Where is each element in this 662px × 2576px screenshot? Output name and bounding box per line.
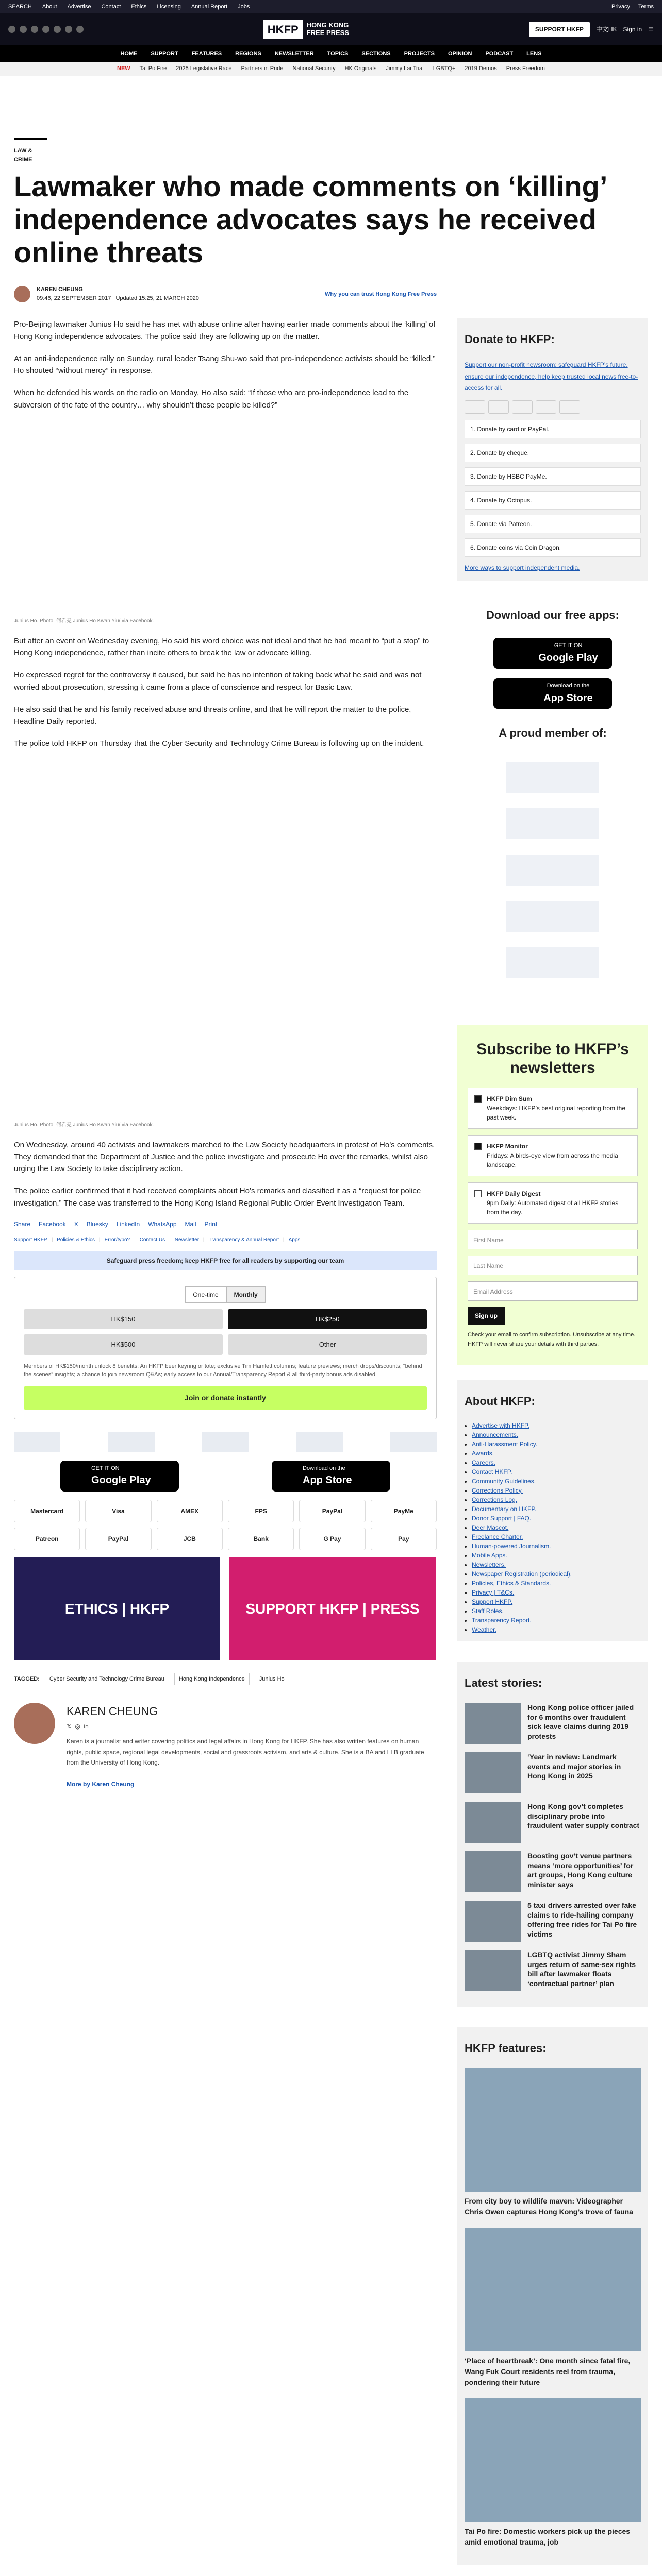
feature-image[interactable] — [465, 2068, 641, 2192]
trending-item[interactable]: 2019 Demos — [465, 65, 497, 72]
x-icon[interactable] — [20, 26, 27, 33]
policy-link[interactable]: Support HKFP — [14, 1236, 47, 1243]
nav-item[interactable]: HOME — [120, 50, 138, 57]
share-print[interactable]: Print — [204, 1220, 218, 1228]
policy-link[interactable]: Policies & Ethics — [57, 1236, 95, 1243]
about-link[interactable]: Staff Roles. — [472, 1607, 504, 1615]
policy-link[interactable]: Contact Us — [139, 1236, 166, 1243]
about-link[interactable]: Corrections Log. — [472, 1496, 518, 1503]
more-ways-link[interactable]: More ways to support independent media. — [465, 564, 580, 571]
story-item[interactable]: Hong Kong gov’t completes disciplinary probe into fraudulent water supply contract — [465, 1802, 641, 1843]
policy-link[interactable]: Newsletter — [174, 1236, 200, 1243]
donate-box — [457, 318, 648, 581]
latest-stories — [457, 1662, 648, 2007]
category-label[interactable]: LAW & CRIME — [14, 138, 47, 164]
paragraph: The police told HKFP on Thursday that the Cyber Security and Technology Crime Bureau is following up on the incident. — [14, 739, 424, 749]
newsletter-option[interactable]: HKFP Daily Digest 9pm Daily: Automated digest of all HKFP stories from the day. — [468, 1182, 638, 1224]
about-link[interactable]: Donor Support | FAQ. — [472, 1514, 532, 1522]
one-time-toggle[interactable]: One-time — [185, 1286, 226, 1303]
facebook-icon[interactable] — [8, 26, 15, 33]
nav-item[interactable]: SUPPORT — [151, 50, 178, 57]
author-bio: Karen is a journalist and writer covering politics and legal affairs in Hong Kong for HKFP. She has also written features on human rights, public space, regional legal developments, social and grassroots activism, and arts & culture. She is a BA and LLB graduate from the University of Hong Kong. — [67, 1738, 424, 1767]
amount-option[interactable]: HK$250 — [228, 1309, 427, 1330]
about-link[interactable]: Contact HKFP. — [472, 1468, 512, 1476]
story-thumbnail[interactable] — [465, 1901, 521, 1942]
story-item[interactable]: LGBTQ activist Jimmy Sham urges return of same-sex rights bill after lawmaker floats ‘contractual partner’ plan — [465, 1950, 641, 1991]
author-social-icons — [67, 1722, 437, 1731]
signin-link[interactable]: Sign in — [623, 26, 642, 33]
amex-icon — [512, 400, 533, 414]
byline — [14, 280, 437, 308]
apps-title: Download our free apps: — [486, 608, 619, 622]
trust-project-logo[interactable] — [506, 762, 599, 793]
paragraph: When he defended his words on the radio on Monday, Ho also said: “If those who are pro-independence lead to the subversion of the fate of the country… why shouldn’t these people be killed?” — [14, 388, 409, 410]
email-input[interactable]: Email Address — [468, 1281, 638, 1301]
trending-bar — [0, 62, 662, 76]
about-list — [465, 1421, 641, 1634]
about-link[interactable]: Community Guidelines. — [472, 1477, 536, 1485]
trending-item[interactable]: HK Originals — [344, 65, 377, 72]
checkbox[interactable] — [474, 1143, 482, 1150]
policy-link[interactable]: Apps — [288, 1236, 301, 1243]
search-link[interactable]: SEARCH — [8, 3, 32, 10]
updated-date: Updated 15:25, 21 MARCH 2020 — [115, 295, 199, 301]
signup-button[interactable]: Sign up — [468, 1307, 505, 1325]
payment-icon[interactable]: PayMe — [371, 1500, 437, 1522]
google-play-button[interactable]: GET IT ON Google Play — [60, 1461, 179, 1492]
fps-icon — [559, 400, 580, 414]
share-linkedin[interactable]: LinkedIn — [116, 1220, 140, 1228]
about-link[interactable]: Announcements. — [472, 1431, 519, 1438]
about-link[interactable]: Freelance Charter. — [472, 1533, 523, 1540]
feature-item[interactable]: ‘Place of heartbreak’: One month since fatal fire, Wang Fuk Court residents reel from trauma, pondering their future — [465, 2228, 641, 2388]
support-banner[interactable]: Safeguard press freedom; keep HKFP free for all readers by supporting our team — [14, 1251, 437, 1270]
about-link[interactable]: Mobile Apps. — [472, 1551, 507, 1559]
subscribe-note: Check your email to confirm subscription. Unsubscribe at any time. HKFP will never share your details with third parties. — [468, 1332, 636, 1348]
telegram-icon[interactable] — [76, 26, 84, 33]
about-link[interactable]: Corrections Policy. — [472, 1486, 523, 1494]
story-item[interactable]: Hong Kong police officer jailed for 6 months over fraudulent sick leave claims during 2019 protests — [465, 1703, 641, 1744]
article-title: Lawmaker who made comments on ‘killing’ independence advocates says he received online threats — [14, 170, 606, 268]
trending-item[interactable]: LGBTQ+ — [433, 65, 456, 72]
about-link[interactable]: Anti-Harassment Policy. — [472, 1440, 538, 1448]
menu-icon[interactable]: ☰ — [648, 26, 654, 33]
jobs-link[interactable]: Jobs — [238, 3, 250, 10]
instagram-icon[interactable]: ◎ — [75, 1723, 80, 1731]
society-publishers-logo[interactable] — [506, 855, 599, 886]
checkbox[interactable] — [474, 1190, 482, 1197]
payment-icon[interactable]: G Pay — [299, 1528, 365, 1550]
payment-icon[interactable]: PayPal — [85, 1528, 151, 1550]
promo-banners — [14, 1557, 437, 1660]
about-link[interactable]: Careers. — [472, 1459, 496, 1466]
features-title: HKFP features: — [465, 2041, 547, 2055]
publish-date: 09:46, 22 SEPTEMBER 2017 — [37, 295, 111, 301]
society-publishers-logo[interactable] — [202, 1432, 249, 1452]
image-caption: Junius Ho. Photo: 何君堯 Junius Ho Kwan Yiu/ via Facebook. — [14, 618, 154, 624]
tag[interactable]: Cyber Security and Technology Crime Bureau — [45, 1673, 169, 1686]
author-name[interactable]: KAREN CHEUNG — [37, 286, 83, 293]
app-buttons — [14, 1461, 437, 1492]
payment-cards — [465, 400, 641, 414]
amount-option[interactable]: HK$150 — [24, 1309, 223, 1330]
features-box — [457, 2027, 648, 2565]
x-icon[interactable]: 𝕏 — [67, 1723, 72, 1731]
advertise-link[interactable]: Advertise — [67, 3, 91, 10]
linkedin-icon[interactable]: in — [84, 1723, 89, 1731]
article-body — [14, 318, 437, 2576]
sidebar — [457, 318, 648, 2576]
feature-image[interactable] — [465, 2398, 641, 2522]
jti-logo[interactable] — [108, 1432, 155, 1452]
site-header — [0, 13, 662, 45]
linkedin-icon[interactable] — [65, 26, 72, 33]
image-placeholder — [14, 421, 437, 617]
social-icons — [8, 26, 84, 33]
policy-links: Support HKFP | Policies & Ethics | Error/typo? | Contact Us | Newsletter | Transparency & Annual Report | Apps — [14, 1236, 301, 1243]
nav-item[interactable]: TOPICS — [327, 50, 349, 57]
share-bluesky[interactable]: Bluesky — [86, 1220, 108, 1228]
app-store-button[interactable]: Download on the App Store — [493, 678, 612, 709]
about-link[interactable]: Human-powered Journalism. — [472, 1542, 551, 1550]
tag[interactable]: Hong Kong Independence — [174, 1673, 250, 1686]
donate-step[interactable]: 2. Donate by cheque. — [465, 444, 641, 462]
oxfam-logo[interactable] — [506, 947, 599, 978]
ethics-banner[interactable]: ETHICS | HKFP — [14, 1557, 220, 1660]
licensing-link[interactable]: Licensing — [157, 3, 181, 10]
trending-item[interactable]: National Security — [292, 65, 336, 72]
article-container — [14, 138, 648, 2576]
nav-item[interactable]: REGIONS — [235, 50, 261, 57]
share-mail[interactable]: Mail — [185, 1220, 196, 1228]
about-link[interactable]: Advertise with HKFP. — [472, 1421, 529, 1429]
about-box — [457, 1380, 648, 1641]
about-link[interactable]: Awards. — [472, 1449, 494, 1457]
payment-icon[interactable]: PayPal — [299, 1500, 365, 1522]
policy-link[interactable]: Error/typo? — [104, 1236, 130, 1243]
story-thumbnail[interactable] — [465, 1703, 521, 1744]
payment-icon[interactable]: Visa — [85, 1500, 151, 1522]
trending-label: NEW — [117, 65, 130, 72]
paragraph: At an anti-independence rally on Sunday, rural leader Tsang Shu-wo said that pro-independence activists should be “killed.” Ho shouted “without mercy” in response. — [14, 354, 436, 376]
language-toggle[interactable]: 中文HK — [595, 26, 617, 33]
donate-step[interactable]: 4. Donate by Octopus. — [465, 491, 641, 510]
donate-step[interactable]: 5. Donate via Patreon. — [465, 515, 641, 533]
payment-icon[interactable]: JCB — [157, 1528, 223, 1550]
more-by-author[interactable]: More by Karen Cheung — [67, 1780, 135, 1788]
trust-link[interactable]: Why you can trust Hong Kong Free Press — [325, 291, 437, 297]
story-thumbnail[interactable] — [465, 1752, 521, 1793]
story-thumbnail[interactable] — [465, 1802, 521, 1843]
share-x[interactable]: X — [74, 1220, 78, 1228]
donate-step[interactable]: 3. Donate by HSBC PayMe. — [465, 467, 641, 486]
mastercard-icon — [465, 400, 485, 414]
payment-icon[interactable]: Patreon — [14, 1528, 80, 1550]
nav-item[interactable]: FEATURES — [191, 50, 222, 57]
payment-icon[interactable]: Mastercard — [14, 1500, 80, 1522]
instagram-icon[interactable] — [31, 26, 38, 33]
trending-item[interactable]: Press Freedom — [506, 65, 545, 72]
paragraph: Ho expressed regret for the controversy it caused, but said he has no intention of taking back what he said and was not worried about prosecution, stressing it came from a place of conscience and respect for Basic Law. — [14, 671, 422, 692]
share-whatsapp[interactable]: WhatsApp — [148, 1220, 177, 1228]
ipi-logo[interactable] — [296, 1432, 343, 1452]
image-caption: Junius Ho. Photo: 何君堯 Junius Ho Kwan Yiu/ via Facebook. — [14, 1122, 154, 1128]
paragraph: But after an event on Wednesday evening, Ho said his word choice was not ideal and that he had meant to “put a stop” to Hong Kong independence, rather than incite others to break the law or advocate killing. — [14, 636, 429, 658]
tags-label: TAGGED: — [14, 1675, 40, 1682]
trust-project-logo[interactable] — [14, 1432, 60, 1452]
paragraph: On Wednesday, around 40 activists and lawmakers marched to the Law Society headquarters in protest of Ho’s comments. They demanded that the Department of Justice and the police investigate and prosecute Ho over the remarks, whilst also urging the Law Society to take disciplinary action. — [14, 1140, 435, 1174]
story-thumbnail[interactable] — [465, 1950, 521, 1991]
about-link[interactable]: Documentary on HKFP. — [472, 1505, 537, 1513]
story-item[interactable]: Boosting gov’t venue partners means ‘more opportunities’ for art groups, Hong Kong culture minister says — [465, 1851, 641, 1892]
jti-logo[interactable] — [506, 808, 599, 839]
donate-step[interactable]: 1. Donate by card or PayPal. — [465, 420, 641, 438]
about-title: About HKFP: — [465, 1394, 535, 1408]
nav-item[interactable]: PROJECTS — [404, 50, 435, 57]
nav-item[interactable]: LENS — [526, 50, 542, 57]
feature-image[interactable] — [465, 2228, 641, 2351]
author-box — [14, 1698, 437, 1790]
image-placeholder — [14, 760, 437, 1121]
support-banner-image[interactable]: SUPPORT HKFP | PRESS — [229, 1557, 436, 1660]
threads-icon[interactable] — [54, 26, 61, 33]
nav-item[interactable]: OPINION — [448, 50, 472, 57]
payment-icon[interactable]: Pay — [371, 1528, 437, 1550]
newsletter-signup — [457, 1025, 648, 1364]
story-item[interactable]: 5 taxi drivers arrested over fake claims to ride-hailing company offering free rides for Tai Po fire victims — [465, 1901, 641, 1942]
about-link[interactable]: Privacy | T&Cs. — [472, 1588, 515, 1596]
nav-item[interactable]: NEWSLETTER — [274, 50, 314, 57]
about-link[interactable]: Newsletters. — [472, 1561, 506, 1568]
first-name-input[interactable]: First Name — [468, 1230, 638, 1249]
policy-link[interactable]: Transparency & Annual Report — [208, 1236, 279, 1243]
author-photo — [14, 1703, 55, 1744]
latest-title: Latest stories: — [465, 1676, 542, 1689]
trending-item[interactable]: Tai Po Fire — [139, 65, 167, 72]
paypal-icon — [536, 400, 556, 414]
main-nav — [0, 45, 662, 62]
donation-widget — [14, 1277, 437, 1419]
donate-step[interactable]: 6. Donate coins via Coin Dragon. — [465, 538, 641, 557]
visa-icon — [488, 400, 509, 414]
monthly-toggle[interactable]: Monthly — [226, 1286, 266, 1303]
story-thumbnail[interactable] — [465, 1851, 521, 1892]
trending-item[interactable]: Jimmy Lai Trial — [386, 65, 424, 72]
about-link[interactable]: About — [42, 3, 57, 10]
about-link[interactable]: Newspaper Registration (periodical). — [472, 1570, 572, 1578]
subscribe-title: Subscribe to HKFP’s newsletters — [476, 1041, 629, 1077]
oxfam-logo[interactable] — [390, 1432, 437, 1452]
paragraph: He also said that he and his family received abuse and threats online, and that he will report the matter to the police, Headline Daily reported. — [14, 705, 411, 726]
author-box-name[interactable]: KAREN CHEUNG — [67, 1705, 158, 1718]
about-link[interactable]: Policies, Ethics & Standards. — [472, 1579, 551, 1587]
google-play-button[interactable]: GET IT ON Google Play — [493, 638, 612, 669]
about-link[interactable]: Deer Mascot. — [472, 1523, 509, 1531]
tag[interactable]: Junius Ho — [255, 1673, 289, 1686]
about-link[interactable]: Support HKFP. — [472, 1598, 513, 1605]
share-facebook[interactable]: Facebook — [39, 1220, 66, 1228]
member-logos — [457, 762, 648, 978]
privacy-link[interactable]: Privacy — [611, 3, 631, 10]
donate-text[interactable]: Support our non-profit newsroom: safeguard HKFP’s future, ensure our independence, help keep trusted local news free-to-access for all. — [465, 361, 638, 392]
support-button[interactable]: SUPPORT HKFP — [529, 22, 590, 37]
payment-icon[interactable]: Bank — [228, 1528, 294, 1550]
nav-item[interactable]: SECTIONS — [361, 50, 391, 57]
tags — [14, 1673, 437, 1686]
paragraph: Pro-Beijing lawmaker Junius Ho said he has met with abuse online after having earlier made comments about the ‘killing’ of Hong Kong independence advocates. The police said they are following up on the matter. — [14, 320, 436, 341]
share-bar — [14, 1219, 437, 1229]
top-utility-bar — [0, 0, 662, 13]
amount-option[interactable]: HK$500 — [24, 1334, 223, 1355]
share-link[interactable]: Share — [14, 1220, 31, 1228]
annual-report-link[interactable]: Annual Report — [191, 3, 228, 10]
youtube-icon[interactable] — [42, 26, 49, 33]
contact-link[interactable]: Contact — [101, 3, 121, 10]
newsletter-option[interactable]: HKFP Dim Sum Weekdays: HKFP’s best original reporting from the past week. — [468, 1088, 638, 1129]
donation-note: Members of HK$150/month unlock 8 benefits: An HKFP beer keyring or tote; exclusive Tim Hamlett columns; feature previews; merch drops/discounts; “behind the scenes” insights; a chance to join newsroom Q&As; early access to our Annual/Transparency Report & all third-party bonus ads disabled. — [24, 1363, 422, 1378]
donate-title: Donate to HKFP: — [465, 333, 555, 346]
payment-icon[interactable]: AMEX — [157, 1500, 223, 1522]
nav-item[interactable]: PODCAST — [485, 50, 514, 57]
partner-logos — [14, 1432, 437, 1452]
ipi-logo[interactable] — [506, 901, 599, 932]
feature-item[interactable]: From city boy to wildlife maven: Videographer Chris Owen captures Hong Kong’s trove of fauna — [465, 2068, 641, 2217]
amount-option[interactable]: Other — [228, 1334, 427, 1355]
feature-item[interactable]: Tai Po fire: Domestic workers pick up the pieces amid emotional trauma, job — [465, 2398, 641, 2548]
author-avatar — [14, 286, 30, 302]
member-title: A proud member of: — [499, 726, 607, 740]
newsletter-option[interactable]: HKFP Monitor Fridays: A birds-eye view from across the media landscape. — [468, 1135, 638, 1176]
ethics-link[interactable]: Ethics — [131, 3, 147, 10]
terms-link[interactable]: Terms — [638, 3, 654, 10]
last-name-input[interactable]: Last Name — [468, 1256, 638, 1275]
trending-item[interactable]: 2025 Legislative Race — [176, 65, 232, 72]
about-link[interactable]: Transparency Report. — [472, 1616, 532, 1624]
trending-item[interactable]: Partners in Pride — [241, 65, 284, 72]
payment-icon[interactable]: FPS — [228, 1500, 294, 1522]
join-button[interactable]: Join or donate instantly — [24, 1386, 427, 1410]
site-logo[interactable]: HKFP HONG KONG FREE PRESS — [263, 20, 349, 39]
paragraph: The police earlier confirmed that it had received complaints about Ho’s remarks and classified it as a “request for police investigation.” The case was transferred to the Hong Kong Island Regional Public Order Event Investigation Team. — [14, 1187, 421, 1208]
checkbox[interactable] — [474, 1095, 482, 1103]
app-store-button[interactable]: Download on the App Store — [272, 1461, 390, 1492]
payment-methods — [14, 1500, 437, 1550]
about-link[interactable]: Weather. — [472, 1625, 496, 1633]
story-item[interactable]: ‘Year in review: Landmark events and major stories in Hong Kong in 2025 — [465, 1752, 641, 1793]
